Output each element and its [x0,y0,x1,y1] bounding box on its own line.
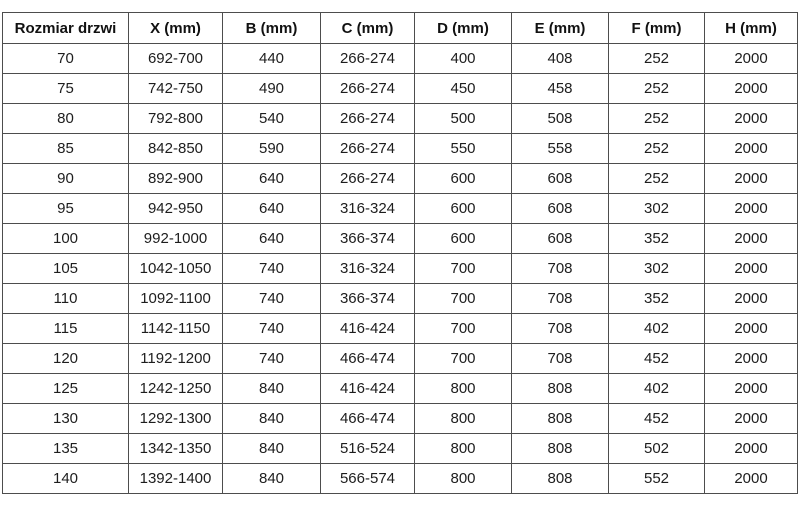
dimension-cell: 440 [223,44,321,74]
door-size-cell: 90 [3,164,129,194]
dimension-cell: 550 [415,134,512,164]
dimension-cell: 842-850 [129,134,223,164]
door-size-cell: 140 [3,464,129,494]
dimension-cell: 2000 [705,134,798,164]
column-header: F (mm) [609,13,705,44]
door-size-cell: 85 [3,134,129,164]
dimension-cell: 590 [223,134,321,164]
door-size-cell: 100 [3,224,129,254]
dimension-cell: 700 [415,284,512,314]
dimension-cell: 508 [512,104,609,134]
dimension-cell: 2000 [705,164,798,194]
dimension-cell: 700 [415,314,512,344]
column-header: X (mm) [129,13,223,44]
dimension-cell: 516-524 [321,434,415,464]
dimension-cell: 2000 [705,464,798,494]
table-row [3,284,798,314]
door-size-cell: 110 [3,284,129,314]
dimension-cell: 1242-1250 [129,374,223,404]
dimension-cell: 742-750 [129,74,223,104]
dimension-cell: 800 [415,434,512,464]
dimension-cell: 2000 [705,254,798,284]
door-size-cell: 80 [3,104,129,134]
column-header: D (mm) [415,13,512,44]
dimension-cell: 692-700 [129,44,223,74]
table-row [3,194,798,224]
dimension-cell: 566-574 [321,464,415,494]
door-size-cell: 130 [3,404,129,434]
dimension-cell: 2000 [705,314,798,344]
dimension-cell: 800 [415,464,512,494]
dimension-cell: 800 [415,404,512,434]
dimension-cell: 1342-1350 [129,434,223,464]
dimension-cell: 892-900 [129,164,223,194]
table-row [3,404,798,434]
dimension-cell: 1392-1400 [129,464,223,494]
door-size-cell: 75 [3,74,129,104]
dimension-cell: 740 [223,284,321,314]
dimension-cell: 500 [415,104,512,134]
table-row [3,224,798,254]
dimension-cell: 808 [512,434,609,464]
column-header: C (mm) [321,13,415,44]
dimension-cell: 450 [415,74,512,104]
dimension-cell: 2000 [705,344,798,374]
dimension-cell: 800 [415,374,512,404]
dimension-cell: 490 [223,74,321,104]
dimension-cell: 2000 [705,74,798,104]
door-size-cell: 105 [3,254,129,284]
dimension-cell: 808 [512,464,609,494]
dimension-cell: 808 [512,404,609,434]
dimension-cell: 708 [512,344,609,374]
dimension-cell: 252 [609,44,705,74]
dimension-cell: 416-424 [321,314,415,344]
dimension-cell: 466-474 [321,344,415,374]
door-size-cell: 135 [3,434,129,464]
dimension-cell: 700 [415,254,512,284]
dimension-cell: 408 [512,44,609,74]
dimension-cell: 266-274 [321,134,415,164]
dimension-cell: 1142-1150 [129,314,223,344]
table-body [3,44,798,494]
dimension-cell: 2000 [705,104,798,134]
door-size-cell: 95 [3,194,129,224]
dimension-cell: 452 [609,404,705,434]
column-header: Rozmiar drzwi [3,13,129,44]
dimension-cell: 1092-1100 [129,284,223,314]
dimension-cell: 840 [223,374,321,404]
table-row [3,314,798,344]
dimension-cell: 1292-1300 [129,404,223,434]
dimension-cell: 266-274 [321,44,415,74]
dimension-cell: 266-274 [321,164,415,194]
dimension-cell: 600 [415,164,512,194]
dimension-cell: 2000 [705,284,798,314]
dimension-cell: 352 [609,224,705,254]
dimension-cell: 416-424 [321,374,415,404]
dimension-cell: 1042-1050 [129,254,223,284]
door-size-cell: 70 [3,44,129,74]
dimension-cell: 302 [609,194,705,224]
dimension-cell: 452 [609,344,705,374]
dimension-cell: 2000 [705,404,798,434]
dimension-cell: 558 [512,134,609,164]
dimension-cell: 840 [223,464,321,494]
dimension-cell: 2000 [705,224,798,254]
table-row [3,434,798,464]
dimension-cell: 2000 [705,44,798,74]
table-row [3,464,798,494]
dimension-cell: 316-324 [321,254,415,284]
header-row [3,13,798,44]
door-size-cell: 115 [3,314,129,344]
dimension-cell: 400 [415,44,512,74]
dimension-cell: 1192-1200 [129,344,223,374]
dimension-cell: 402 [609,374,705,404]
dimension-cell: 808 [512,374,609,404]
dimension-cell: 608 [512,164,609,194]
table-row [3,164,798,194]
dimension-cell: 366-374 [321,224,415,254]
dimension-cell: 266-274 [321,74,415,104]
dimension-cell: 700 [415,344,512,374]
column-header: E (mm) [512,13,609,44]
dimension-cell: 640 [223,164,321,194]
dimension-cell: 840 [223,404,321,434]
table-row [3,254,798,284]
dimension-cell: 466-474 [321,404,415,434]
dimension-cell: 942-950 [129,194,223,224]
dimension-cell: 252 [609,164,705,194]
column-header: B (mm) [223,13,321,44]
dimension-cell: 2000 [705,434,798,464]
table-row [3,344,798,374]
dimension-cell: 552 [609,464,705,494]
dimension-cell: 458 [512,74,609,104]
dimension-cell: 252 [609,134,705,164]
dimension-cell: 792-800 [129,104,223,134]
dimension-cell: 252 [609,74,705,104]
dimension-cell: 540 [223,104,321,134]
door-size-cell: 120 [3,344,129,374]
dimension-cell: 252 [609,104,705,134]
table-row [3,374,798,404]
dimension-cell: 840 [223,434,321,464]
door-size-table [2,12,798,494]
dimension-cell: 402 [609,314,705,344]
dimension-cell: 608 [512,224,609,254]
dimension-cell: 740 [223,314,321,344]
dimension-cell: 600 [415,224,512,254]
dimension-cell: 600 [415,194,512,224]
dimension-cell: 366-374 [321,284,415,314]
dimension-cell: 640 [223,224,321,254]
table-row [3,104,798,134]
dimension-cell: 740 [223,254,321,284]
dimension-cell: 352 [609,284,705,314]
dimension-cell: 640 [223,194,321,224]
dimension-cell: 708 [512,284,609,314]
table-row [3,134,798,164]
dimension-cell: 266-274 [321,104,415,134]
dimension-cell: 708 [512,254,609,284]
table-row [3,44,798,74]
dimension-cell: 992-1000 [129,224,223,254]
dimension-cell: 2000 [705,374,798,404]
dimension-cell: 316-324 [321,194,415,224]
door-size-cell: 125 [3,374,129,404]
column-header: H (mm) [705,13,798,44]
dimension-cell: 740 [223,344,321,374]
dimension-cell: 708 [512,314,609,344]
table-row [3,74,798,104]
dimension-cell: 2000 [705,194,798,224]
dimension-cell: 302 [609,254,705,284]
dimension-cell: 608 [512,194,609,224]
dimension-cell: 502 [609,434,705,464]
